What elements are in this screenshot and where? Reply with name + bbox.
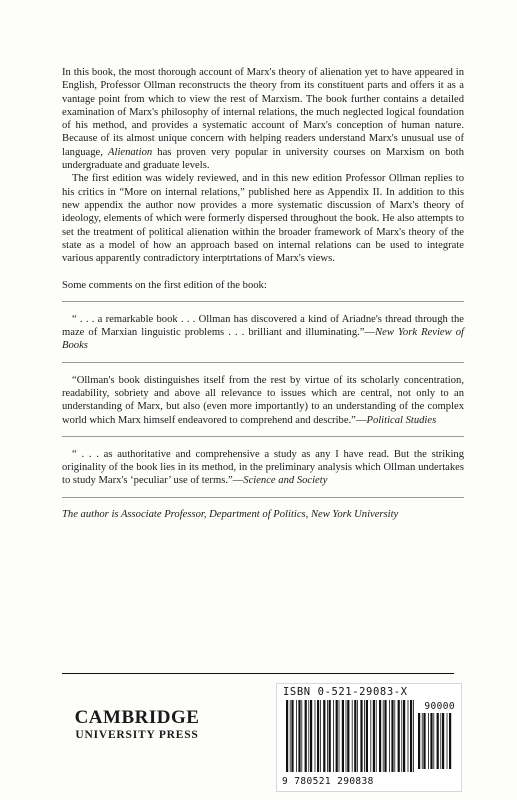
bottom-rule: [62, 673, 454, 674]
price-barcode-icon: [417, 713, 453, 769]
barcode-panel: [276, 683, 462, 792]
author-note: The author is Associate Professor, Department of Politics, New York University: [62, 508, 399, 520]
comments-intro: Some comments on the first edition of the book:: [62, 280, 267, 292]
quote-divider: [62, 362, 464, 363]
isbn-label: ISBN 0-521-29083-X: [283, 686, 408, 698]
blurb-text: [62, 66, 464, 521]
blurb-paragraph-2: The first edition was widely reviewed, and in this new edition Professor Ollman replies to his critics in “More on internal relations,” published here as Appendix II. In addition to this new appendix the author now provides a more systematic discussion of Marx's theory of ideology, elements of which were formerly dispersed throughout the book. He also attempts to set the treatment of political alienation within the broader framework of Marx's theory of the state as a model of how an approach based on internal relations can be used to integrate various apparently contradictory interptrtations of Marx's views.: [62, 173, 464, 265]
review-quote-1: “ . . . a remarkable book . . . Ollman has discovered a kind of Ariadne's thread through the maze of Marxian linguistic problems . . . brilliant and illuminating.”—New York Review of Books: [62, 313, 464, 352]
price-code: 90000: [424, 701, 455, 712]
publisher-subtitle: UNIVERSITY PRESS: [75, 729, 199, 741]
review-quote-2: “Ollman's book distinguishes itself from the rest by virtue of its scholarly concentration, readability, sobriety and above all relevance to issues which are central, not only to an understanding of Marx, but also (even more importantly) to an understanding of the complex world which Marx himself endeavored to comprehend and describe.”—Political Studies: [62, 374, 464, 426]
quote-divider: [62, 436, 464, 437]
review-source: Political Studies: [366, 414, 437, 426]
review-source: Science and Society: [243, 475, 328, 487]
blurb-paragraph-1: In this book, the most thorough account of Marx's theory of alienation yet to have appeared in English, Professor Ollman reconstructs the theory from its constituent parts and offers it as a vantage point from which to view the rest of Marxism. The book further contains a detailed examination of Marx's philosophy of internal relations, the much neglected logical foundation of his method, and provides a systematic account of Marx's conception of human nature. Because of its almost unique concern with helping readers understand Marx's unusual use of language, Alienation has proven very popular in university courses on Marxism on both undergraduate and graduate levels.: [62, 67, 464, 172]
review-quote-3: “ . . . as authoritative and comprehensive a study as any I have read. But the striking originality of the book lies in its method, in the preliminary analysis which Ollman undertakes to study Marx's ‘peculiar’ use of terms.”—Science and Society: [62, 448, 464, 487]
book-title-inline: Alienation: [108, 146, 153, 158]
section-divider: [62, 301, 464, 302]
ean-barcode-icon: [285, 700, 415, 778]
publisher-logo: [62, 708, 212, 742]
ean-digits: 9 780521 290838: [282, 776, 374, 787]
publisher-name: CAMBRIDGE: [74, 707, 200, 728]
quote-divider: [62, 497, 464, 498]
review-source: New York Review of Books: [62, 327, 464, 352]
